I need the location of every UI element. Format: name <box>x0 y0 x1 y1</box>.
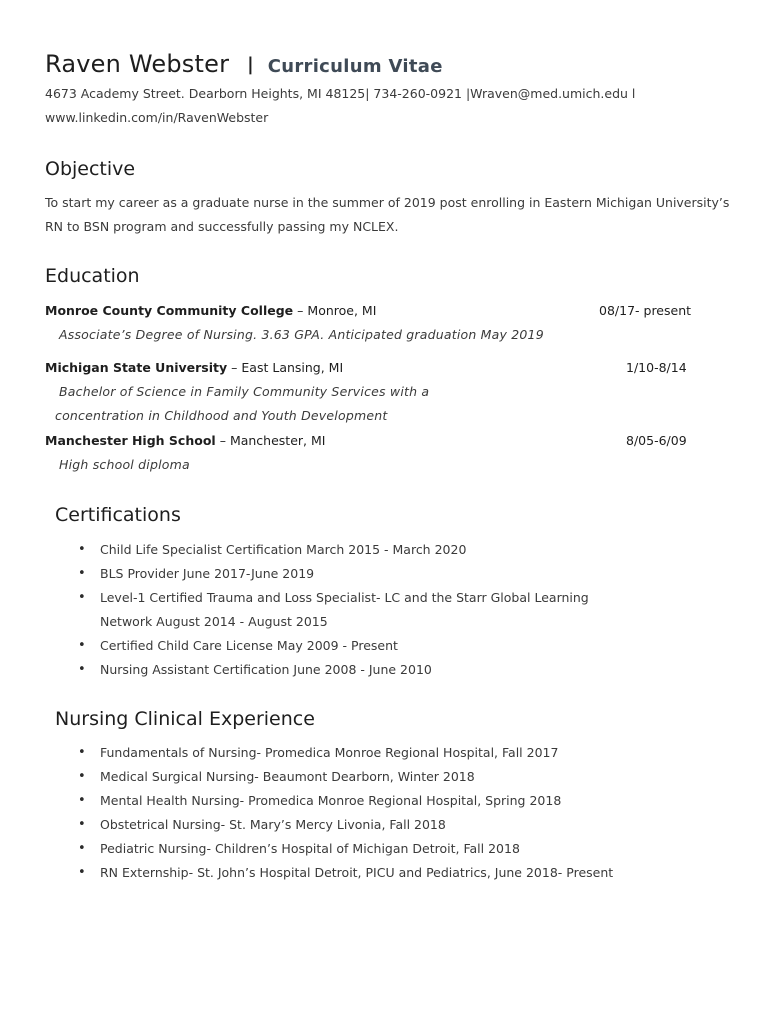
bullet: • <box>78 662 86 677</box>
header <box>45 50 443 78</box>
education-dates: 1/10-8/14 <box>626 360 687 375</box>
bullet: • <box>78 793 86 808</box>
education-detail: Associate’s Degree of Nursing. 3.63 GPA. Anticipated graduation May 2019 <box>59 327 544 342</box>
list-item <box>78 634 589 658</box>
linkedin-url: www.linkedin.com/in/RavenWebster <box>45 110 269 125</box>
clinical-text: Fundamentals of Nursing- Promedica Monroe Regional Hospital, Fall 2017 <box>100 745 559 760</box>
title-separator: | <box>247 54 254 75</box>
list-item <box>78 789 613 813</box>
certification-text: Network August 2014 - August 2015 <box>100 614 328 629</box>
objective-line: RN to BSN program and successfully passing my NCLEX. <box>45 219 399 234</box>
dash: – <box>297 303 304 318</box>
education-entry <box>45 360 343 375</box>
bullet: • <box>78 745 86 760</box>
clinical-text: Obstetrical Nursing- St. Mary’s Mercy Livonia, Fall 2018 <box>100 817 446 832</box>
bullet: • <box>78 865 86 880</box>
objective-heading: Objective <box>45 158 136 180</box>
clinical-text: Mental Health Nursing- Promedica Monroe Regional Hospital, Spring 2018 <box>100 793 562 808</box>
certifications-list <box>78 538 589 682</box>
bullet: • <box>78 542 86 557</box>
bullet: • <box>78 566 86 581</box>
school-location: Monroe, MI <box>307 303 377 318</box>
clinical-text: Pediatric Nursing- Children’s Hospital of Michigan Detroit, Fall 2018 <box>100 841 520 856</box>
list-item-continuation <box>78 610 589 634</box>
certification-text: Nursing Assistant Certification June 2008 - June 2010 <box>100 662 432 677</box>
certifications-heading: Certifications <box>55 504 181 526</box>
objective-text <box>45 191 735 239</box>
list-item <box>78 658 589 682</box>
bullet: • <box>78 590 86 605</box>
bullet: • <box>78 817 86 832</box>
document-title: Curriculum Vitae <box>267 56 443 77</box>
education-entry <box>45 303 376 318</box>
education-dates: 08/17- present <box>599 303 692 318</box>
clinical-text: Medical Surgical Nursing- Beaumont Dearborn, Winter 2018 <box>100 769 475 784</box>
school-name: Michigan State University <box>45 360 228 375</box>
education-dates: 8/05-6/09 <box>626 433 687 448</box>
list-item <box>78 813 613 837</box>
candidate-name: Raven Webster <box>45 50 230 78</box>
contact-address-line: 4673 Academy Street. Dearborn Heights, MI 48125| 734-260-0921 |Wraven@med.umich.edu l <box>45 86 636 101</box>
school-location: East Lansing, MI <box>241 360 344 375</box>
dash: – <box>231 360 238 375</box>
clinical-text: RN Externship- St. John’s Hospital Detroit, PICU and Pediatrics, June 2018- Present <box>100 865 614 880</box>
education-detail: Bachelor of Science in Family Community Services with a <box>59 384 430 399</box>
education-entry <box>45 433 325 448</box>
education-heading: Education <box>45 265 140 287</box>
certification-text: Certified Child Care License May 2009 - Present <box>100 638 398 653</box>
school-location: Manchester, MI <box>229 433 326 448</box>
school-name: Manchester High School <box>45 433 216 448</box>
bullet: • <box>78 769 86 784</box>
list-item <box>78 741 613 765</box>
certification-text: BLS Provider June 2017-June 2019 <box>100 566 315 581</box>
bullet: • <box>78 841 86 856</box>
list-item <box>78 538 589 562</box>
list-item <box>78 837 613 861</box>
certification-text: Level-1 Certified Trauma and Loss Specialist- LC and the Starr Global Learning <box>100 590 589 605</box>
bullet: • <box>78 638 86 653</box>
education-detail: concentration in Childhood and Youth Development <box>55 408 388 423</box>
clinical-experience-list <box>78 741 613 885</box>
list-item <box>78 765 613 789</box>
certification-text: Child Life Specialist Certification March 2015 - March 2020 <box>100 542 467 557</box>
education-detail: High school diploma <box>59 457 190 472</box>
school-name: Monroe County Community College <box>45 303 294 318</box>
clinical-experience-heading: Nursing Clinical Experience <box>55 708 315 730</box>
list-item <box>78 861 613 885</box>
dash: – <box>219 433 226 448</box>
list-item <box>78 562 589 586</box>
objective-line: To start my career as a graduate nurse in the summer of 2019 post enrolling in Eastern Michigan University’s <box>45 195 730 210</box>
list-item <box>78 586 589 610</box>
